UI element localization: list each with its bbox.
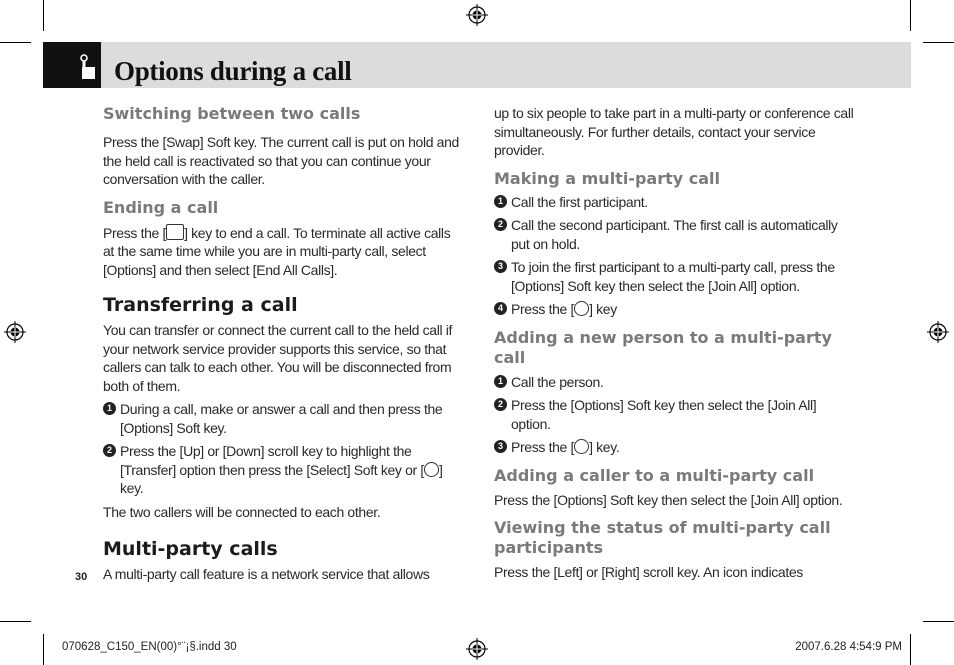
registration-mark-icon <box>466 4 488 26</box>
section-heading: Switching between two calls <box>103 104 361 123</box>
step-number-icon: 3 <box>494 440 507 453</box>
step-number-icon: 1 <box>103 402 116 415</box>
crop-mark <box>910 634 911 665</box>
page-number: 30 <box>75 571 88 583</box>
section-heading: Viewing the status of multi-party call participants <box>494 518 831 557</box>
list-item <box>494 258 854 295</box>
step-number-icon: 1 <box>494 195 507 208</box>
step-number-icon: 2 <box>494 218 507 231</box>
ok-key-icon <box>574 439 589 454</box>
step-text: Press the [Options] Soft key then select the [Join All] option. <box>511 397 817 432</box>
step-text: To join the first participant to a multi-party call, press the [Options] Soft key then select the [Join All] option. <box>511 259 835 294</box>
paragraph <box>103 224 463 280</box>
section-heading: Adding a caller to a multi-party call <box>494 465 815 485</box>
crop-mark <box>0 42 31 43</box>
paragraph: Press the [Left] or [Right] scroll key. An icon indicates <box>494 564 803 580</box>
step-text: During a call, make or answer a call and then press the [Options] Soft key. <box>120 401 443 436</box>
registration-mark-icon <box>466 638 488 660</box>
list-item <box>494 396 854 433</box>
step-number-icon: 4 <box>494 302 507 315</box>
header-block <box>43 42 101 88</box>
list-item <box>103 400 463 437</box>
step-text: ] key. <box>589 439 620 455</box>
paragraph: A multi-party call feature is a network service that allows <box>103 566 430 582</box>
registration-mark-icon <box>927 321 949 343</box>
list-item <box>494 216 854 253</box>
list-item <box>103 442 463 498</box>
paragraph: up to six people to take part in a multi-party or conference call simultaneously. For further details, contact your service provider. <box>494 105 854 158</box>
page-title: Options during a call <box>114 56 352 86</box>
end-key-icon <box>166 224 184 240</box>
step-number-icon: 2 <box>103 444 116 457</box>
step-number-icon: 3 <box>494 260 507 273</box>
crop-mark <box>923 621 954 622</box>
section-heading: Making a multi-party call <box>494 168 720 188</box>
ok-key-icon <box>424 462 439 477</box>
section-heading: Transferring a call <box>103 294 298 316</box>
step-text: ] key. <box>120 461 443 496</box>
text-fragment: ] key to end a call. To terminate all active calls at the same time while you are in multi-party call, select [Options] and then select [End All Calls]. <box>103 224 451 278</box>
step-text: Call the second participant. The first call is automatically put on hold. <box>511 217 838 252</box>
step-text: Press the [Up] or [Down] scroll key to highlight the [Transfer] option then press the [Select] Soft key or [ <box>120 443 424 478</box>
crop-mark <box>43 0 44 31</box>
registration-mark-icon <box>4 321 26 343</box>
paragraph: Press the [Swap] Soft key. The current call is put on hold and the held call is reactivated so that you can continue your conversation with the caller. <box>103 134 459 187</box>
step-number-icon: 1 <box>494 375 507 388</box>
step-text: Press the [ <box>511 301 575 317</box>
right-column <box>494 104 854 582</box>
step-text: ] key <box>589 301 617 317</box>
paragraph: You can transfer or connect the current call to the held call if your network service provider supports this service, so that callers can talk to each other. You will be disconnected from both of them. <box>103 322 453 394</box>
call-section-icon <box>77 54 97 80</box>
text-fragment: Press the [ <box>103 224 167 241</box>
footer-timestamp: 2007.6.28 4:54:9 PM <box>795 641 902 653</box>
crop-mark <box>0 621 31 622</box>
left-column <box>103 104 463 584</box>
list-item <box>494 193 854 212</box>
section-heading: Multi-party calls <box>103 538 278 560</box>
section-heading: Ending a call <box>103 197 219 217</box>
step-text: Call the person. <box>511 373 604 390</box>
list-item <box>494 300 854 319</box>
crop-mark <box>923 42 954 43</box>
crop-mark <box>910 0 911 31</box>
step-text: Press the [ <box>511 439 575 455</box>
crop-mark <box>43 634 44 665</box>
step-number-icon: 2 <box>494 398 507 411</box>
step-text: Call the first participant. <box>511 193 648 210</box>
section-heading: Adding a new person to a multi-party call <box>494 327 832 367</box>
list-item <box>494 373 854 392</box>
paragraph: The two callers will be connected to each other. <box>103 503 381 520</box>
footer-file-name: 070628_C150_EN(00)°¨¡§.indd 30 <box>62 641 237 653</box>
list-item <box>494 438 854 457</box>
ok-key-icon <box>574 301 589 316</box>
paragraph: Press the [Options] Soft key then select the [Join All] option. <box>494 491 843 508</box>
